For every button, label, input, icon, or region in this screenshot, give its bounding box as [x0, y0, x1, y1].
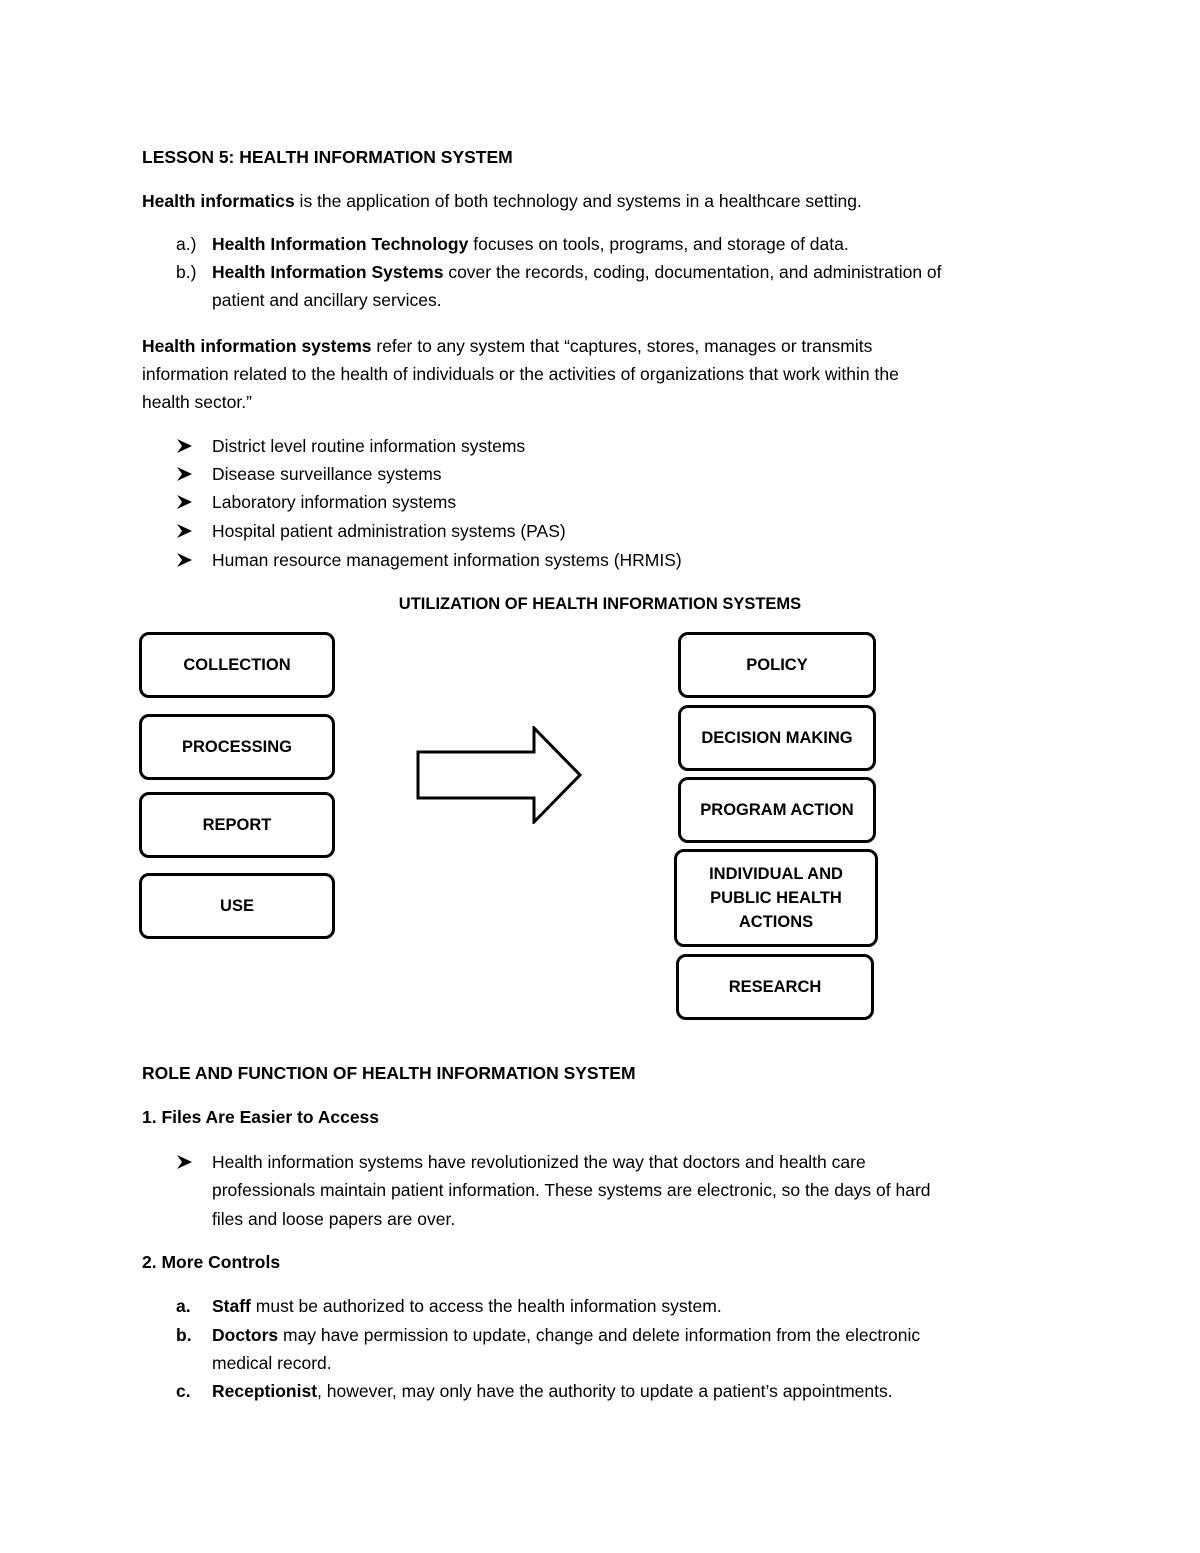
- term: Staff: [212, 1296, 251, 1316]
- arrow-bullet-icon: [176, 432, 194, 460]
- term: Receptionist: [212, 1381, 318, 1401]
- public-health-actions-box: INDIVIDUAL AND PUBLIC HEALTH ACTIONS: [674, 849, 878, 947]
- role-heading: ROLE AND FUNCTION OF HEALTH INFORMATION SYSTEM: [142, 1063, 636, 1083]
- list-label: a.): [176, 234, 197, 254]
- list-item: Disease surveillance systems: [212, 464, 442, 484]
- policy-box: POLICY: [678, 632, 876, 698]
- list-label: c.: [176, 1381, 191, 1401]
- arrow-bullet-icon: [176, 460, 194, 488]
- his-definition-line: health sector.”: [142, 392, 252, 412]
- arrow-bullet-icon: [176, 1148, 194, 1176]
- arrow-bullet-icon: [176, 546, 194, 574]
- term: Health informatics: [142, 191, 295, 211]
- use-box: USE: [139, 873, 335, 939]
- item-text-continued: patient and ancillary services.: [212, 290, 442, 310]
- definition-text: refer to any system that “captures, stores, manages or transmits: [371, 336, 873, 356]
- term: Health Information Technology: [212, 234, 469, 254]
- item-text: cover the records, coding, documentation, and administration of: [443, 262, 942, 282]
- definition-text: is the application of both technology and systems in a healthcare setting.: [294, 191, 862, 211]
- paragraph-line: professionals maintain patient information. These systems are electronic, so the days of hard: [212, 1180, 931, 1200]
- term: Health Information Systems: [212, 262, 444, 282]
- section-heading: 2. More Controls: [142, 1252, 281, 1272]
- list-item: District level routine information systems: [212, 436, 526, 456]
- collection-box: COLLECTION: [139, 632, 335, 698]
- list-label: b.): [176, 262, 197, 282]
- list-label: b.: [176, 1325, 192, 1345]
- processing-box: PROCESSING: [139, 714, 335, 780]
- list-item-his: [212, 258, 942, 286]
- his-definition-line: information related to the health of individuals or the activities of organizations that work within the: [142, 364, 899, 384]
- item-text: , however, may only have the authority to update a patient’s appointments.: [317, 1381, 893, 1401]
- arrow-bullet-icon: [176, 488, 194, 516]
- arrow-bullet-icon: [176, 517, 194, 545]
- list-item: Human resource management information systems (HRMIS): [212, 550, 682, 570]
- item-text-continued: medical record.: [212, 1353, 332, 1373]
- list-item-hit: [212, 230, 849, 258]
- term: Doctors: [212, 1325, 279, 1345]
- report-box: REPORT: [139, 792, 335, 858]
- item-text: may have permission to update, change and delete information from the electronic: [278, 1325, 921, 1345]
- his-definition-line: [142, 332, 872, 360]
- research-box: RESEARCH: [676, 954, 874, 1020]
- paragraph-line: files and loose papers are over.: [212, 1209, 456, 1229]
- decision-making-box: DECISION MAKING: [678, 705, 876, 771]
- lesson-title: LESSON 5: HEALTH INFORMATION SYSTEM: [142, 147, 513, 167]
- section-heading: 1. Files Are Easier to Access: [142, 1107, 380, 1127]
- paragraph-line: Health information systems have revolutionized the way that doctors and health care: [212, 1152, 866, 1172]
- list-label: a.: [176, 1296, 191, 1316]
- list-item: Laboratory information systems: [212, 492, 457, 512]
- program-action-box: PROGRAM ACTION: [678, 777, 876, 843]
- item-text: focuses on tools, programs, and storage of data.: [468, 234, 849, 254]
- informatics-definition: [142, 187, 862, 215]
- right-arrow-icon: [416, 726, 584, 824]
- diagram-title: UTILIZATION OF HEALTH INFORMATION SYSTEMS: [398, 595, 802, 613]
- list-item-doctors: [212, 1321, 920, 1349]
- list-item-receptionist: [212, 1377, 893, 1405]
- list-item-staff: [212, 1292, 722, 1320]
- term: Health information systems: [142, 336, 372, 356]
- list-item: Hospital patient administration systems (PAS): [212, 521, 566, 541]
- item-text: must be authorized to access the health information system.: [250, 1296, 722, 1316]
